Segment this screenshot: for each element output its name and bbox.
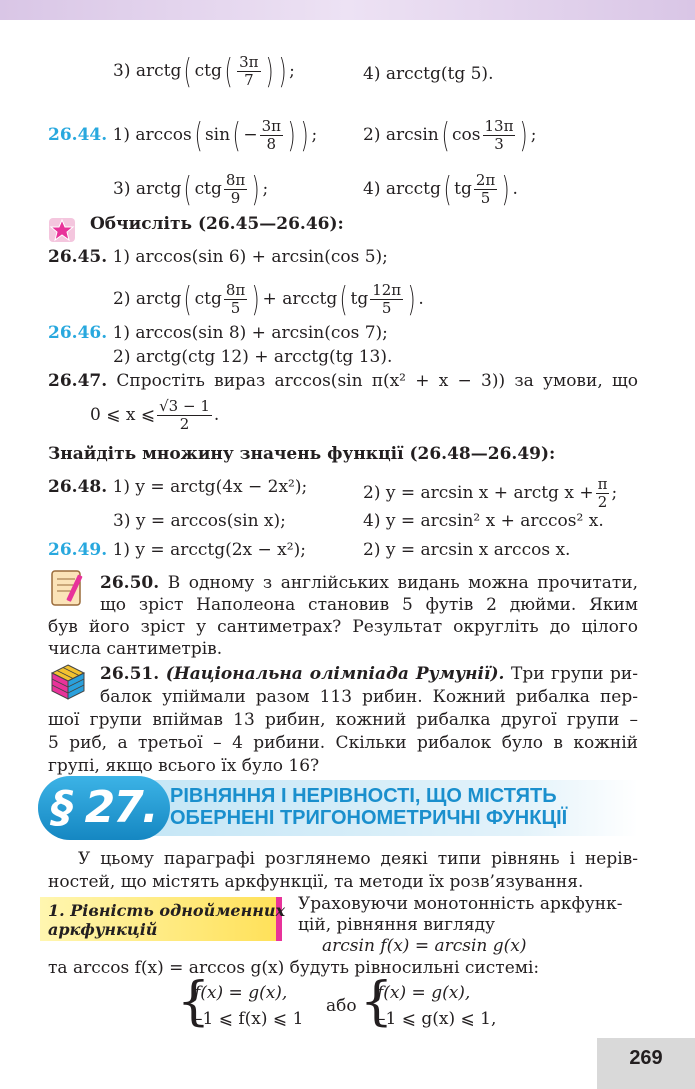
system-1-line-1: f(x) = g(x), [194, 983, 288, 1003]
or-word: або [326, 996, 357, 1016]
subsection-continuation: та arccos f(x) = arccos g(x) будуть рівносильні системі: [48, 958, 540, 978]
system-1-brace: { [177, 972, 211, 1032]
ex-26-51-line-2: балок упіймали разом 113 рибин. Кожний рибалка пер- [100, 687, 638, 707]
system-2-line-2: –1 ⩽ g(x) ⩽ 1, [377, 1009, 497, 1029]
section-title: РІВНЯННЯ І НЕРІВНОСТІ, ЩО МІСТЯТЬ ОБЕРНЕНІ ТРИГОНОМЕТРИЧНІ ФУНКЦІЇ [170, 785, 568, 829]
ex-26-44-item-1: 26.44. 1) arccos( sin( − $\frac{3\pi}{8}$ ) ) ; [48, 115, 318, 156]
subsection-title: 1. Рівність однойменних аркфункцій [48, 901, 286, 939]
system-2-line-1: f(x) = g(x), [377, 983, 471, 1003]
intro-line-2: ностей, що містять аркфункції, та методи їх розв’язування. [48, 872, 584, 892]
system-1-line-2: –1 ⩽ f(x) ⩽ 1 [194, 1009, 304, 1029]
ex-26-47-condition: 0 ⩽ x ⩽ $\frac{√3 - 1}{2}$ . [90, 397, 220, 433]
ex-26-50-line-3: був його зріст у сантиметрах? Результат округліть до цілого [48, 617, 638, 637]
ex-26-47-text: 26.47. Спростіть вираз arccos(sin π(x² + x − 3)) за умови, що [48, 371, 639, 391]
star-icon [48, 217, 76, 243]
ex-26-48-item-2: 2) y = arcsin x + arctg x + $\frac{\pi}{2}$ ; [363, 475, 618, 511]
subsection-equation: arcsin f(x) = arcsin g(x) [322, 936, 527, 956]
ex-26-50-line-4: числа сантиметрів. [48, 639, 223, 659]
page-number: 269 [597, 1038, 695, 1089]
ex-26-51-line-4: 5 риб, а третьої – 4 рибини. Скільки рибалок було в кожній [48, 733, 638, 753]
ex-26-45-item-2: 2) arctg( ctg $\frac{8\pi}{5}$ ) + arcctg( tg $\frac{12\pi}{5}$ ) . [113, 279, 424, 320]
ex-26-46-item-2: 2) arctg(ctg 12) + arcctg(tg 13). [113, 347, 393, 367]
ex-26-51-line-5: групі, якщо всього їх було 16? [48, 756, 320, 776]
ex-26-46-item-1: 26.46. 1) arccos(sin 8) + arcsin(cos 7); [48, 323, 388, 343]
ex-26-51-line-3: шої групи впіймав 13 рибин, кожний рибалка другої групи – [48, 710, 638, 730]
subsection-side-line-1: Ураховуючи монотонність аркфунк- [298, 894, 623, 914]
ex-26-50-line-1: 26.50. В одному з англійських видань можна прочитати, [100, 573, 639, 593]
top-decor-band [0, 0, 695, 20]
rubik-cube-icon [48, 662, 88, 702]
section-number: § 27. [38, 776, 170, 840]
ex-26-45-item-1: 26.45. 1) arccos(sin 6) + arcsin(cos 5); [48, 247, 388, 267]
compute-heading: Обчисліть (26.45—26.46): [90, 214, 344, 234]
notebook-icon [48, 568, 88, 608]
ex-26-44-item-4: 4) arcctg( tg $\frac{2\pi}{5}$ ) . [363, 169, 518, 210]
ex-26-50-line-2: що зріст Наполеона становив 5 футів 2 дюйми. Яким [100, 595, 638, 615]
ex-26-48-item-1: 26.48. 1) y = arctg(4x − 2x²); [48, 477, 308, 497]
subsection-side-line-2: цій, рівняння вигляду [298, 915, 496, 935]
ex-26-51-line-1: 26.51. (Національна олімпіада Румунії). Три групи ри- [100, 664, 638, 684]
system-2-brace: { [360, 972, 394, 1032]
ex-26-49-item-2: 2) y = arcsin x arccos x. [363, 540, 571, 560]
ex-26-44-item-3: 3) arctg( ctg $\frac{8\pi}{9}$ ) ; [113, 169, 269, 210]
ex-26-49-item-1: 26.49. 1) y = arcctg(2x − x²); [48, 540, 306, 560]
ex-26-48-item-4: 4) y = arcsin² x + arccos² x. [363, 511, 604, 531]
range-heading: Знайдіть множину значень функції (26.48—26.49): [48, 444, 556, 464]
intro-line-1: У цьому параграфі розглянемо деякі типи рівнянь і нерів- [78, 849, 638, 869]
ex-26-43-item-4: 4) arcctg(tg 5). [363, 64, 494, 84]
ex-26-48-item-3: 3) y = arccos(sin x); [113, 511, 286, 531]
ex-26-43-item-3: 3) arctg( ctg( $\frac{3\pi}{7}$ ) ) ; [113, 51, 295, 92]
ex-26-44-item-2: 2) arcsin( cos $\frac{13\pi}{3}$ ) ; [363, 115, 537, 156]
